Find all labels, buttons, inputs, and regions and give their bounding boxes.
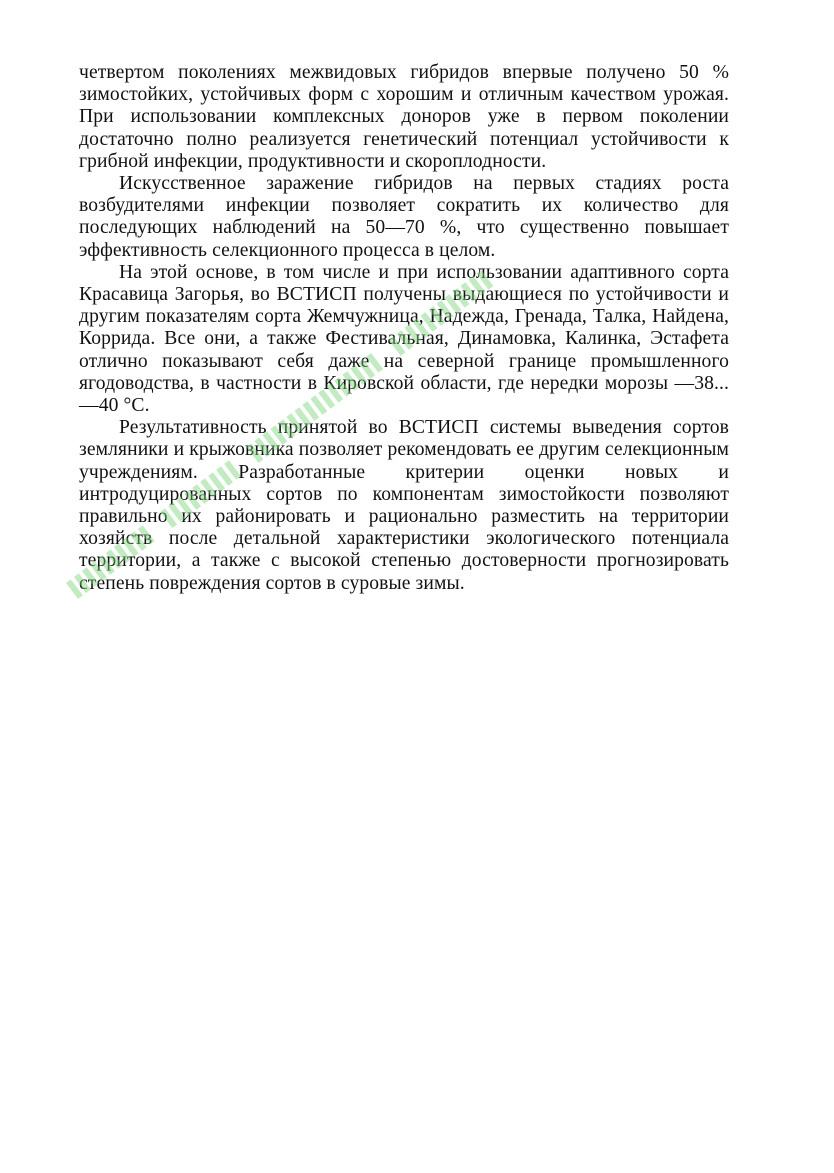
paragraph-3: На этой основе, в том числе и при использовании адаптивного сорта Красавица Загорья, во ВСТИСП получены выдающиеся по устойчивости и другим показателям сорта Жемчужница, Надежда, Гренада, Талка, Найдена, Коррида. Все они, а также Фестивальная, Динамовка, Калинка, Эстафета отлично показывают себя даже на северной границе промышленного ягодоводства, в частности в Кировской области, где нередки морозы —38...—40 °С. (79, 261, 729, 417)
paragraph-2: Искусственное заражение гибридов на первых стадиях роста возбудителями инфекции позволяет сократить их количество для последующих наблюдений на 50—70 %, что существенно повышает эффективность селекционного процесса в целом. (79, 173, 729, 261)
paragraph-4: Результативность принятой во ВСТИСП системы выведения сортов земляники и крыжовника позволяет рекомендовать ее другим селекционным учреждениям. Разработанные критерии оценки новых и интродуцированных сортов по компонентам зимостойкости позволяют правильно их районировать и рационально разместить на территории хозяйств после детальной характеристики экологического потенциала территории, а также с высокой степенью достоверности прогнозировать степень повреждения сортов в суровые зимы. (79, 417, 729, 594)
body-text (79, 62, 729, 595)
paragraph-1: четвертом поколениях межвидовых гибридов впервые получено 50 % зимостойких, устойчивых форм с хорошим и отличным качеством урожая. При использовании комплексных доноров уже в первом поколении достаточно полно реализуется генетический потенциал устойчивости к грибной инфекции, продуктивности и скороплодности. (79, 62, 729, 172)
